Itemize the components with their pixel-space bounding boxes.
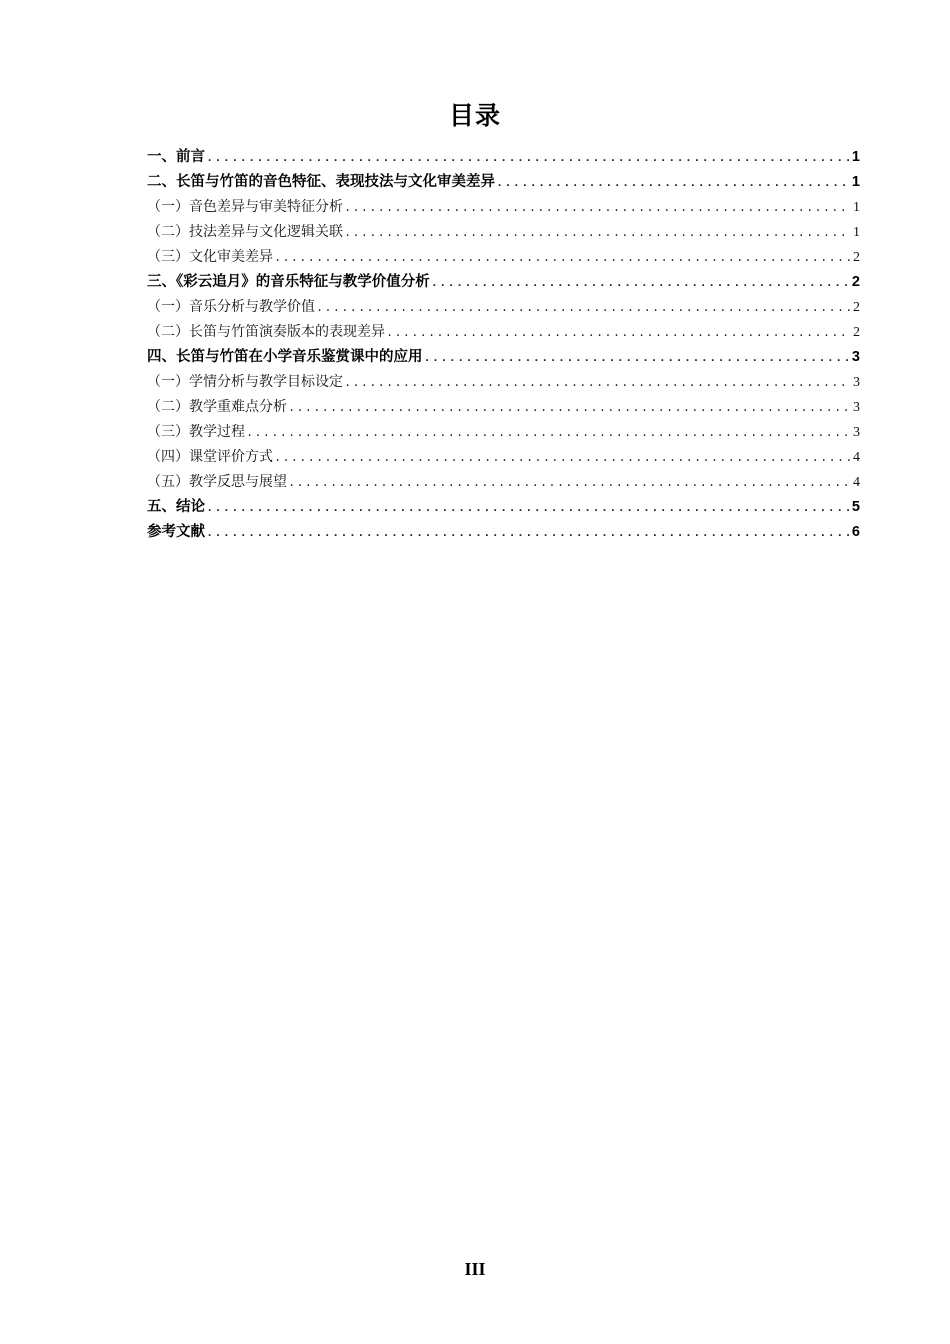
toc-dot-leader — [288, 396, 850, 421]
toc-entry-text: 五、结论 — [147, 499, 205, 515]
toc-title: 目录 — [448, 101, 501, 130]
toc-entry[interactable] — [147, 170, 860, 195]
toc-entry-text: （四）课堂评价方式 — [147, 449, 273, 465]
toc-entry-page: 4 — [853, 450, 860, 465]
toc-dot-leader — [274, 246, 850, 271]
toc-entry-text: （二）技法差异与文化逻辑关联 — [147, 224, 343, 240]
toc-entry-page: 5 — [851, 499, 860, 515]
toc-dot-leader — [386, 321, 850, 346]
toc-entry-page: 2 — [853, 300, 860, 315]
toc-entry[interactable] — [147, 495, 860, 520]
toc-entry-text: 二、长笛与竹笛的音色特征、表现技法与文化审美差异 — [147, 174, 495, 190]
footer-page-number: III — [464, 1259, 486, 1279]
toc-entry-page: 3 — [853, 425, 860, 440]
toc-dot-leader — [424, 346, 850, 371]
toc-dot-leader — [206, 496, 850, 521]
toc-entry-text: （二）长笛与竹笛演奏版本的表现差异 — [147, 324, 385, 340]
toc-entry-page: 1 — [853, 200, 860, 215]
toc-entry-text: （一）音色差异与审美特征分析 — [147, 199, 343, 215]
toc-dot-leader — [344, 371, 850, 396]
toc-entry[interactable] — [147, 520, 860, 545]
toc-entry-text: （三）文化审美差异 — [147, 249, 273, 265]
toc-entry-page: 2 — [851, 274, 860, 290]
toc-entry-page: 2 — [853, 325, 860, 340]
toc-entry-text: （五）教学反思与展望 — [147, 474, 287, 490]
toc-entry[interactable] — [147, 220, 860, 245]
toc-entry-text: 一、前言 — [147, 149, 205, 165]
toc-entry-text: （二）教学重难点分析 — [147, 399, 287, 415]
toc-dot-leader — [316, 296, 850, 321]
toc-entry[interactable] — [147, 345, 860, 370]
toc-entry-page: 3 — [851, 349, 860, 365]
toc-entry-text: 四、长笛与竹笛在小学音乐鉴赏课中的应用 — [147, 349, 423, 365]
toc-entry[interactable] — [147, 445, 860, 470]
toc-entry-page: 1 — [851, 174, 860, 190]
toc-entry-page: 4 — [853, 475, 860, 490]
toc-entry[interactable] — [147, 470, 860, 495]
toc-dot-leader — [206, 146, 850, 171]
toc-entry-page: 6 — [851, 524, 860, 540]
toc-entry[interactable] — [147, 320, 860, 345]
toc-entry-page: 1 — [853, 225, 860, 240]
toc-entry[interactable] — [147, 295, 860, 320]
toc-entry-page: 2 — [853, 250, 860, 265]
toc-entry-text: （三）教学过程 — [147, 424, 245, 440]
toc-entry-text: 参考文献 — [147, 524, 205, 540]
toc-dot-leader — [206, 521, 850, 546]
toc-entry-page: 1 — [851, 149, 860, 165]
toc-entry[interactable] — [147, 245, 860, 270]
toc-dot-leader — [344, 196, 850, 221]
toc-entry[interactable] — [147, 145, 860, 170]
toc-entry[interactable] — [147, 420, 860, 445]
toc-dot-leader — [274, 446, 850, 471]
table-of-contents — [147, 145, 860, 545]
toc-entry-page: 3 — [853, 400, 860, 415]
toc-entry[interactable] — [147, 195, 860, 220]
toc-entry[interactable] — [147, 395, 860, 420]
toc-dot-leader — [288, 471, 850, 496]
toc-entry-text: （一）学情分析与教学目标设定 — [147, 374, 343, 390]
toc-entry[interactable] — [147, 270, 860, 295]
toc-entry[interactable] — [147, 370, 860, 395]
toc-dot-leader — [496, 171, 850, 196]
toc-dot-leader — [344, 221, 850, 246]
toc-dot-leader — [431, 271, 850, 296]
toc-entry-page: 3 — [853, 375, 860, 390]
toc-entry-text: （一）音乐分析与教学价值 — [147, 299, 315, 315]
toc-entry-text: 三、《彩云追月》的音乐特征与教学价值分析 — [147, 274, 430, 290]
toc-dot-leader — [246, 421, 850, 446]
